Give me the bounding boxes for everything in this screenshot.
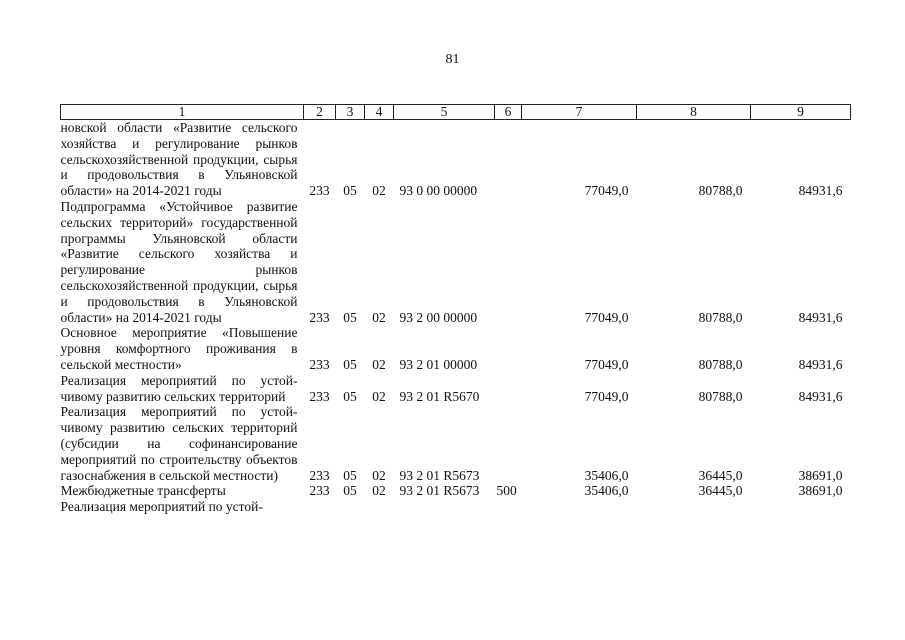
cell-section: 05 bbox=[343, 183, 357, 199]
row-name: Реализация мероприятий по устой- bbox=[60, 499, 263, 515]
cell-target-article: 93 2 01 R5670 bbox=[399, 388, 480, 404]
cell-amount-year3: 84931,6 bbox=[798, 309, 843, 325]
cell-subsection: 02 bbox=[372, 388, 386, 404]
table-row bbox=[61, 483, 851, 499]
page-number: 81 bbox=[445, 52, 460, 67]
cell-target-article: 93 2 01 R5673 bbox=[399, 483, 480, 499]
cell-target-article: 93 0 00 00000 bbox=[399, 183, 478, 199]
cell-subsection: 02 bbox=[372, 467, 386, 483]
cell-expense-type bbox=[495, 325, 522, 372]
cell-amount-year1 bbox=[522, 499, 637, 515]
cell-amount-year2: 36445,0 bbox=[698, 483, 743, 499]
cell-amount-year2: 80788,0 bbox=[698, 356, 743, 372]
cell-amount-year2 bbox=[637, 499, 751, 515]
cell-section bbox=[336, 499, 365, 515]
cell-admin-code: 233 bbox=[309, 356, 330, 372]
cell-admin-code: 233 bbox=[309, 309, 330, 325]
table-row bbox=[61, 404, 851, 483]
cell-amount-year3 bbox=[751, 499, 851, 515]
column-header: 9 bbox=[751, 105, 851, 120]
cell-expense-type bbox=[495, 199, 522, 325]
cell-subsection: 02 bbox=[372, 183, 386, 199]
cell-section: 05 bbox=[343, 388, 357, 404]
table-row bbox=[61, 325, 851, 372]
cell-target-article: 93 2 01 00000 bbox=[399, 356, 478, 372]
cell-section: 05 bbox=[343, 483, 357, 499]
cell-amount-year3: 38691,0 bbox=[798, 483, 843, 499]
cell-amount-year1: 77049,0 bbox=[584, 183, 629, 199]
cell-subsection bbox=[365, 499, 394, 515]
cell-subsection: 02 bbox=[372, 483, 386, 499]
cell-admin-code: 233 bbox=[309, 483, 330, 499]
column-header: 6 bbox=[495, 105, 522, 120]
row-name: Реализация мероприятий по устойчивому развитию сельских территорий bbox=[60, 372, 298, 404]
cell-amount-year1: 77049,0 bbox=[584, 356, 629, 372]
cell-subsection: 02 bbox=[372, 309, 386, 325]
cell-admin-code: 233 bbox=[309, 388, 330, 404]
cell-admin-code: 233 bbox=[309, 183, 330, 199]
cell-admin-code: 233 bbox=[309, 467, 330, 483]
cell-amount-year1: 35406,0 bbox=[584, 467, 629, 483]
cell-amount-year1: 35406,0 bbox=[584, 483, 629, 499]
table-row bbox=[61, 499, 851, 515]
cell-amount-year1: 77049,0 bbox=[584, 309, 629, 325]
column-header: 1 bbox=[61, 105, 304, 120]
column-number-header bbox=[61, 105, 851, 120]
cell-amount-year2: 80788,0 bbox=[698, 183, 743, 199]
cell-section: 05 bbox=[343, 356, 357, 372]
column-header: 4 bbox=[365, 105, 394, 120]
column-header: 8 bbox=[637, 105, 751, 120]
cell-target-article: 93 2 00 00000 bbox=[399, 309, 478, 325]
cell-amount-year3: 38691,0 bbox=[798, 467, 843, 483]
column-header: 2 bbox=[304, 105, 336, 120]
column-header: 5 bbox=[394, 105, 495, 120]
table-body bbox=[61, 120, 851, 515]
column-header: 3 bbox=[336, 105, 365, 120]
row-name: Межбюджетные трансферты bbox=[60, 483, 226, 499]
cell-amount-year3: 84931,6 bbox=[798, 388, 843, 404]
cell-expense-type: 500 bbox=[496, 483, 517, 499]
cell-section: 05 bbox=[343, 309, 357, 325]
cell-target-article bbox=[394, 499, 495, 515]
budget-table bbox=[60, 104, 851, 515]
cell-target-article: 93 2 01 R5673 bbox=[399, 467, 480, 483]
row-name: Подпрограмма «Устойчивое развитие сельских территорий» государственной программы Ульяновской области «Развитие сельского хозяйства и регулирование рынков сельскохозяйственной продукции, сырья и продовольствия в Ульяновской области» на 2014-2021 годы bbox=[60, 198, 298, 325]
cell-amount-year3: 84931,6 bbox=[798, 183, 843, 199]
cell-expense-type bbox=[495, 499, 522, 515]
cell-amount-year2: 80788,0 bbox=[698, 388, 743, 404]
cell-subsection: 02 bbox=[372, 356, 386, 372]
row-name: Основное мероприятие «Повышение уровня комфортного проживания в сельской местности» bbox=[60, 325, 298, 372]
cell-expense-type bbox=[495, 404, 522, 483]
row-name: Реализация мероприятий по устойчивому развитию сельских территорий (субсидии на софинансирование мероприятий по строительству объектов газоснабжения в сельской местности) bbox=[60, 404, 298, 483]
column-header: 7 bbox=[522, 105, 637, 120]
cell-amount-year2: 80788,0 bbox=[698, 309, 743, 325]
table-row bbox=[61, 373, 851, 405]
cell-section: 05 bbox=[343, 467, 357, 483]
table-row bbox=[61, 199, 851, 325]
cell-amount-year1: 77049,0 bbox=[584, 388, 629, 404]
cell-expense-type bbox=[495, 373, 522, 405]
cell-amount-year2: 36445,0 bbox=[698, 467, 743, 483]
cell-expense-type bbox=[495, 120, 522, 199]
cell-admin-code bbox=[304, 499, 336, 515]
cell-amount-year3: 84931,6 bbox=[798, 356, 843, 372]
table-row bbox=[61, 120, 851, 199]
row-name: новской области «Развитие сельского хозяйства и регулирование рынков сельскохозяйственной продукции, сырья и продовольствия в Ульяновской области» на 2014-2021 годы bbox=[60, 120, 298, 199]
